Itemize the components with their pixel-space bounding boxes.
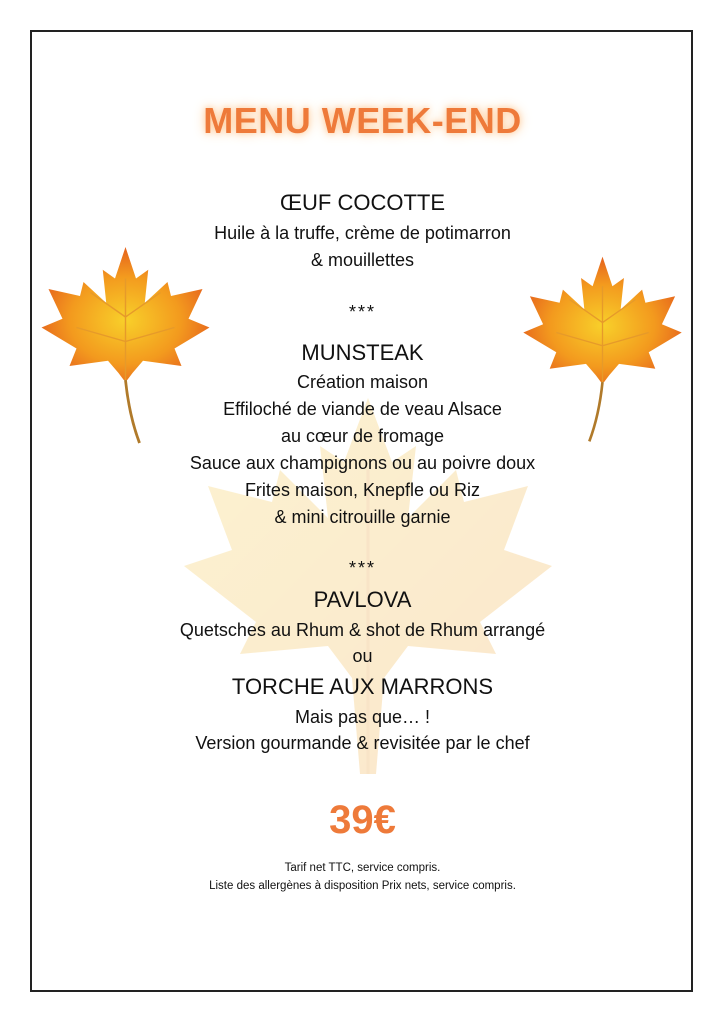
main-desc-6: & mini citrouille garnie — [274, 507, 451, 527]
separator-2: *** — [348, 558, 376, 578]
starter-desc-1: Huile à la truffe, crème de potimarron — [214, 223, 511, 243]
main-desc-4: Sauce aux champignons ou au poivre doux — [189, 453, 536, 473]
dessert-1-name: PAVLOVA — [313, 587, 412, 612]
menu-title: MENU WEEK-END — [203, 100, 522, 141]
menu-price: 39€ — [329, 798, 396, 842]
dessert-1-desc-1: Quetsches au Rhum & shot de Rhum arrangé — [179, 620, 546, 640]
separator-1: *** — [348, 302, 376, 322]
or-text: ou — [352, 646, 373, 666]
main-desc-2: Effiloché de viande de veau Alsace — [223, 399, 502, 419]
footer-line-2: Liste des allergènes à disposition Prix nets, service compris. — [209, 880, 516, 892]
starter-name: ŒUF COCOTTE — [280, 190, 445, 215]
footer-line-1: Tarif net TTC, service compris. — [284, 862, 441, 874]
dessert-2-desc-2: Version gourmande & revisitée par le chef — [195, 733, 530, 753]
starter-desc-2: & mouillettes — [310, 250, 415, 270]
main-desc-5: Frites maison, Knepfle ou Riz — [244, 480, 481, 500]
dessert-2-desc-1: Mais pas que… ! — [294, 707, 431, 727]
main-name: MUNSTEAK — [301, 340, 424, 365]
main-desc-1: Création maison — [296, 372, 429, 392]
main-desc-3: au cœur de fromage — [280, 426, 445, 446]
dessert-2-name: TORCHE AUX MARRONS — [231, 674, 494, 699]
